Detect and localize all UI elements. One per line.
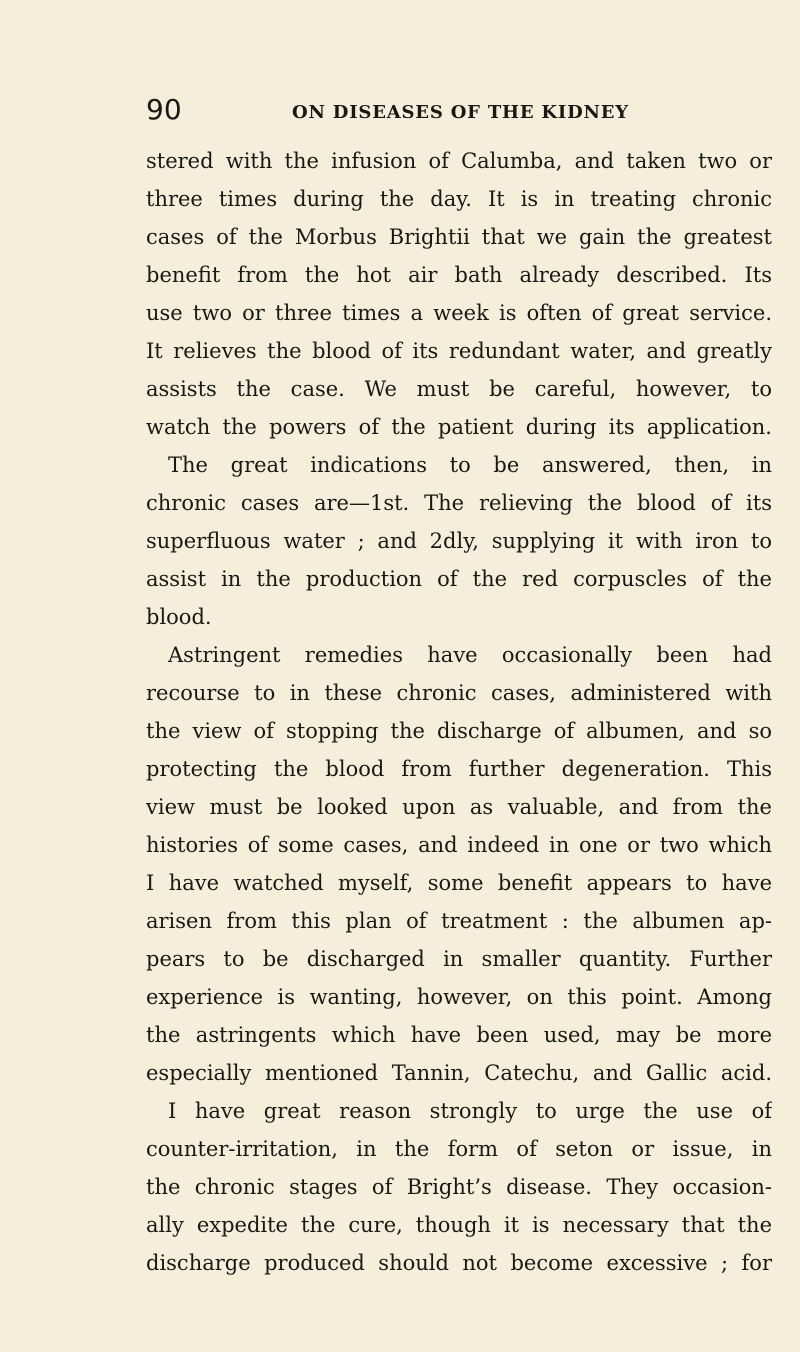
- text-line: use two or three times a week is often of great service.: [146, 301, 772, 325]
- text-line: ally expedite the cure, though it is necessary that the: [146, 1213, 772, 1237]
- text-line: benefit from the hot air bath already described. Its: [146, 263, 772, 287]
- body-text: [146, 142, 772, 1282]
- text-line: experience is wanting, however, on this point. Among: [146, 985, 772, 1009]
- paragraph-start-line: The great indications to be answered, then, in: [168, 453, 772, 477]
- text-line: assists the case. We must be careful, however, to: [146, 377, 772, 401]
- text-line: view must be looked upon as valuable, and from the: [146, 795, 772, 819]
- text-line: the view of stopping the discharge of albumen, and so: [146, 719, 772, 743]
- paragraph-start-line: I have great reason strongly to urge the use of: [168, 1099, 772, 1123]
- text-line: pears to be discharged in smaller quantity. Further: [146, 947, 772, 971]
- text-line: watch the powers of the patient during its application.: [146, 415, 772, 439]
- text-line: superfluous water ; and 2dly, supplying it with iron to: [146, 529, 772, 553]
- text-line: cases of the Morbus Brightii that we gain the greatest: [146, 225, 772, 249]
- paragraph-end-line: blood.: [146, 605, 212, 629]
- text-line: three times during the day. It is in treating chronic: [146, 187, 772, 211]
- paragraph-start-line: Astringent remedies have occasionally been had: [168, 643, 772, 667]
- text-line: I have watched myself, some benefit appears to have: [146, 871, 772, 895]
- text-line: stered with the infusion of Calumba, and taken two or: [146, 149, 772, 173]
- text-line: discharge produced should not become excessive ; for: [146, 1251, 772, 1275]
- text-line: arisen from this plan of treatment : the albumen ap-: [146, 909, 772, 933]
- text-line: the chronic stages of Bright’s disease. They occasion-: [146, 1175, 772, 1199]
- text-line: the astringents which have been used, may be more: [146, 1023, 772, 1047]
- text-line: It relieves the blood of its redundant water, and greatly: [146, 339, 772, 363]
- text-line: chronic cases are—1st. The relieving the blood of its: [146, 491, 772, 515]
- page-number: 90: [146, 93, 182, 126]
- text-line: protecting the blood from further degeneration. This: [146, 757, 772, 781]
- running-title: ON DISEASES OF THE KIDNEY: [292, 102, 629, 123]
- running-head: [146, 93, 774, 130]
- text-line: especially mentioned Tannin, Catechu, and Gallic acid.: [146, 1061, 772, 1085]
- text-line: recourse to in these chronic cases, administered with: [146, 681, 772, 705]
- text-line: histories of some cases, and indeed in one or two which: [146, 833, 772, 857]
- text-line: assist in the production of the red corpuscles of the: [146, 567, 772, 591]
- text-line: counter-irritation, in the form of seton or issue, in: [146, 1137, 772, 1161]
